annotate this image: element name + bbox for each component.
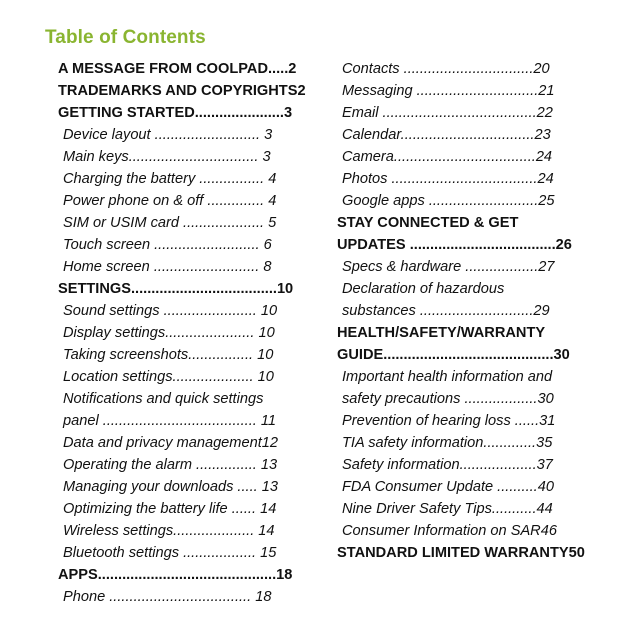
toc-subsection-entry[interactable]: Wireless settings.................... 14 [63, 523, 275, 539]
toc-subsection-entry[interactable]: Nine Driver Safety Tips...........44 [342, 501, 553, 517]
toc-subsection-entry[interactable]: Consumer Information on SAR46 [342, 523, 557, 539]
toc-column-right [337, 58, 635, 564]
toc-section-entry[interactable]: GETTING STARTED......................3 [58, 105, 293, 121]
toc-subsection-entry[interactable]: Contacts ................................20 [342, 61, 550, 77]
toc-subsection-entry[interactable]: panel ...................................... 11 [63, 413, 277, 429]
toc-subsection-entry[interactable]: Main keys................................ 3 [63, 149, 271, 165]
toc-subsection-entry[interactable]: Optimizing the battery life ...... 14 [63, 501, 277, 517]
toc-subsection-entry[interactable]: Taking screenshots................ 10 [63, 347, 274, 363]
toc-subsection-entry[interactable]: FDA Consumer Update ..........40 [342, 479, 554, 495]
toc-section-entry[interactable]: HEALTH/SAFETY/WARRANTY [337, 325, 546, 341]
toc-subsection-entry[interactable]: Prevention of hearing loss ......31 [342, 413, 556, 429]
toc-subsection-entry[interactable]: Calendar.................................23 [342, 127, 551, 143]
toc-column-left [58, 58, 334, 608]
toc-subsection-entry[interactable]: Operating the alarm ............... 13 [63, 457, 278, 473]
toc-subsection-entry[interactable]: Photos ....................................24 [342, 171, 554, 187]
toc-subsection-entry[interactable]: safety precautions ..................30 [342, 391, 554, 407]
toc-subsection-entry[interactable]: Home screen .......................... 8 [63, 259, 272, 275]
toc-subsection-entry[interactable]: Touch screen .......................... 6 [63, 237, 272, 253]
toc-subsection-entry[interactable]: Important health information and [342, 369, 553, 385]
toc-subsection-entry[interactable]: Display settings...................... 10 [63, 325, 275, 341]
toc-subsection-entry[interactable]: Google apps ...........................25 [342, 193, 555, 209]
toc-section-entry[interactable]: STANDARD LIMITED WARRANTY50 [337, 545, 585, 561]
toc-section-entry[interactable]: TRADEMARKS AND COPYRIGHTS2 [58, 83, 306, 99]
toc-subsection-entry[interactable]: Specs & hardware ..................27 [342, 259, 555, 275]
toc-subsection-entry[interactable]: Data and privacy management12 [63, 435, 278, 451]
toc-section-entry[interactable]: APPS............................................18 [58, 567, 293, 583]
toc-section-entry[interactable]: GUIDE..........................................30 [337, 347, 570, 363]
toc-subsection-entry[interactable]: TIA safety information.............35 [342, 435, 553, 451]
page-title: Table of Contents [45, 27, 206, 48]
toc-subsection-entry[interactable]: Messaging ..............................21 [342, 83, 555, 99]
toc-subsection-entry[interactable]: Location settings.................... 10 [63, 369, 274, 385]
toc-section-entry[interactable]: STAY CONNECTED & GET [337, 215, 519, 231]
toc-subsection-entry[interactable]: Power phone on & off .............. 4 [63, 193, 277, 209]
toc-subsection-entry[interactable]: Device layout .......................... 3 [63, 127, 273, 143]
toc-subsection-entry[interactable]: Phone ................................... 18 [63, 589, 272, 605]
toc-subsection-entry[interactable]: Sound settings ....................... 10 [63, 303, 278, 319]
toc-section-entry[interactable]: SETTINGS....................................10 [58, 281, 294, 297]
toc-subsection-entry[interactable]: substances ............................29 [342, 303, 550, 319]
toc-subsection-entry[interactable]: Declaration of hazardous [342, 281, 505, 297]
toc-subsection-entry[interactable]: Managing your downloads ..... 13 [63, 479, 278, 495]
toc-subsection-entry[interactable]: SIM or USIM card .................... 5 [63, 215, 277, 231]
toc-subsection-entry[interactable]: Bluetooth settings .................. 15 [63, 545, 277, 561]
toc-subsection-entry[interactable]: Camera...................................24 [342, 149, 553, 165]
toc-subsection-entry[interactable]: Notifications and quick settings [63, 391, 264, 407]
toc-section-entry[interactable]: A MESSAGE FROM COOLPAD.....2 [58, 61, 297, 77]
toc-section-entry[interactable]: UPDATES ....................................26 [337, 237, 572, 253]
toc-subsection-entry[interactable]: Safety information...................37 [342, 457, 553, 473]
toc-subsection-entry[interactable]: Email ......................................22 [342, 105, 553, 121]
toc-subsection-entry[interactable]: Charging the battery ................ 4 [63, 171, 277, 187]
